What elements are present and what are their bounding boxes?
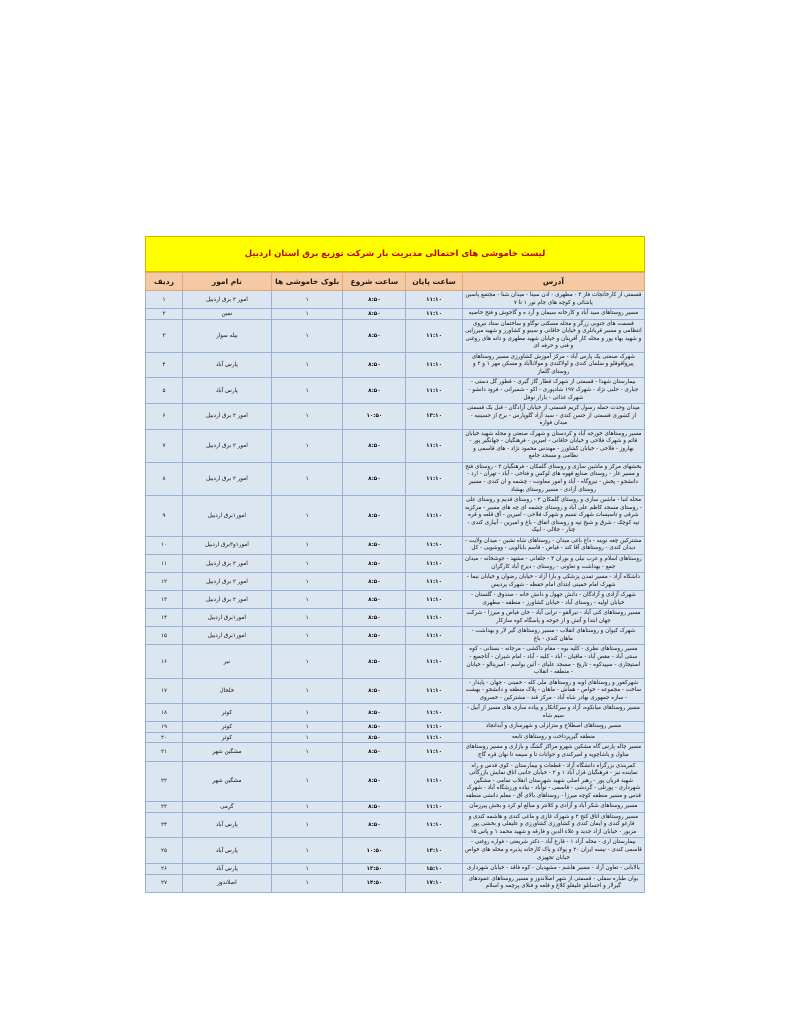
table-row [146, 591, 645, 609]
cell-end-time: ۱۷:۱۰ [406, 874, 462, 892]
cell-index: ۵ [146, 378, 183, 404]
cell-office: نمین [182, 309, 271, 320]
cell-end-time: ۱۱:۱۰ [406, 291, 462, 309]
cell-index: ۲۵ [146, 838, 183, 864]
cell-end-time: ۱۱:۱۰ [406, 609, 462, 627]
cell-block: ۱ [271, 573, 343, 591]
cell-start-time: ۸:۵۰ [343, 496, 406, 537]
cell-index: ۱۷ [146, 678, 183, 704]
cell-address: مسیر روستاهای اتاق کنج ۲ و شهرک غازی و ماغی کندی و هاشمه کندی و قارغو کندی و ایمان کندی و کشاورزی کشاورزی و علیقلی و بخشی پور مزبور - خیابان ازاد جدید و علاء الدین و فارقه و شهید محمد ۱ و پاس ۱۵ [462, 812, 644, 838]
cell-start-time: ۸:۵۰ [343, 319, 406, 352]
cell-block: ۱ [271, 722, 343, 733]
cell-block: ۱ [271, 429, 343, 462]
cell-end-time: ۱۱:۱۰ [406, 627, 462, 645]
cell-block: ۱ [271, 609, 343, 627]
table-row [146, 812, 645, 838]
cell-block: ۱ [271, 291, 343, 309]
cell-end-time: ۱۱:۱۰ [406, 309, 462, 320]
table-row [146, 838, 645, 864]
cell-office: نیر [182, 645, 271, 678]
cell-end-time: ۱۱:۱۰ [406, 591, 462, 609]
cell-office: کوثر [182, 722, 271, 733]
cell-address: بوان طباره سفلی - قسمتی از شهر اصلاندوز و مسیر روستاهای عمودهای گیرلار و احسانلو علیقلو کلاغ و قلعه و فنلای پرچمه و اسلام [462, 874, 644, 892]
cell-index: ۲۲ [146, 761, 183, 802]
cell-end-time: ۱۱:۱۰ [406, 678, 462, 704]
table-row [146, 761, 645, 802]
cell-address: محله لنبا - ماشین سازی و روستای گلمکان ۲ - روستای قدیم و روستای علی - روستای مسجد کاظم علی آباد و روستای چشمه ای چه های مسیر - مرکزیه شرقی و تاسیسات شهرک نسیم و شهرک فلاحی - امیرین - آق قلعه و قره تپه کوچک - شرق و شیخ تپه و روستای اتفاق - باغ و امیرین - آبیاری کندی - چنار - جلالی - ابیک [462, 496, 644, 537]
table-row [146, 743, 645, 761]
cell-block: ۱ [271, 761, 343, 802]
cell-start-time: ۸:۵۰ [343, 573, 406, 591]
cell-office: امور۱برق اردبیل [182, 627, 271, 645]
table-row [146, 802, 645, 813]
cell-index: ۱۴ [146, 609, 183, 627]
cell-address: منطقه گیرپرداخت و روستاهای تابعه [462, 732, 644, 743]
column-header-start-time: ساعت شروع [343, 273, 406, 291]
table-row [146, 536, 645, 554]
column-header-address: آدرس [462, 273, 644, 291]
cell-block: ۱ [271, 864, 343, 875]
cell-office: امور۱و۳برق اردبیل [182, 536, 271, 554]
cell-block: ۱ [271, 704, 343, 722]
cell-address: بیمارستان اری - محله آزاد ۱ - قارغ آباد - دکتر شریعتی - فواره روغنی - قاسمی کندی - نیسه ایران ۲۰ و پولاد و پاک کارخانه پذیره و محله های خواص خیابان تجهیزی [462, 838, 644, 864]
cell-start-time: ۸:۵۰ [343, 378, 406, 404]
cell-address: روستاهای اسلام و عرب نیلی و بوران ۴ - جلقانی - مشهد - جوشخانه - میدان جمع - بهداشت و تعاونی - روستای - دیزج آباد کارگران [462, 554, 644, 572]
cell-start-time: ۸:۵۰ [343, 627, 406, 645]
cell-index: ۱۰ [146, 536, 183, 554]
cell-start-time: ۸:۵۰ [343, 645, 406, 678]
cell-end-time: ۱۱:۱۰ [406, 554, 462, 572]
cell-end-time: ۱۱:۱۰ [406, 704, 462, 722]
cell-address: شهرک صنعتی یک پارس آباد - مرکز آموزش کشاورزی مسیر روستاهای پیرواقوقلو و سلمان کندی و اولاکندی و مولاناآباد و مسکن مهر ۱ و ۲ و روستای گلماز [462, 352, 644, 378]
table-row [146, 378, 645, 404]
column-header-index: ردیف [146, 273, 183, 291]
cell-index: ۲۴ [146, 812, 183, 838]
cell-block: ۱ [271, 536, 343, 554]
cell-end-time: ۱۱:۱۰ [406, 812, 462, 838]
cell-index: ۲۱ [146, 743, 183, 761]
cell-address: مسیر روستاهای خورجه آباد و کردستان و شهرک صنعتی و محله شهید خیابان قائم و شهرک فلاحی و خیابان خاقانی - امیرین - فرهنگیان - جهانگیر پور - بهاروز - فلاحی - خیابان کشاورز - مهندس محمود نژاد - های قاسمی و نظامی و مسجد جامع [462, 429, 644, 462]
cell-address: قسمت های جنوبی زرگر و محله مسکنی نوگاو و ساختمان ستاد نیروی انتظامی و مسیر قربانلری و خیابان خاقانی و سینو و کشاورز و شهید میرزایی و شهید بهاء پور و محله کار آفرینان و خیابان شهید مطهری و دانه های روغنی و فنی و حرفه ای [462, 319, 644, 352]
table-row [146, 627, 645, 645]
cell-start-time: ۸:۵۰ [343, 291, 406, 309]
cell-start-time: ۸:۵۰ [343, 732, 406, 743]
cell-end-time: ۱۱:۱۰ [406, 536, 462, 554]
cell-block: ۱ [271, 678, 343, 704]
cell-index: ۱۵ [146, 627, 183, 645]
cell-address: مسیر روستاهای نظری - کلیه بوه - مقام داکشی - مرجانه - بستانی - کوه سنتی آباد - مقص آباد - ماقیان - آباد - کلیه - آباد - امام شیران - آتاجمیع - استیجاری - سپیدکوه - تاریخ - مسجد علیای - آئین بواسم - امیرینالو - خیابان - منطقه - انقلاب [462, 645, 644, 678]
cell-block: ۱ [271, 838, 343, 864]
cell-block: ۱ [271, 319, 343, 352]
cell-block: ۱ [271, 627, 343, 645]
cell-end-time: ۱۱:۱۰ [406, 573, 462, 591]
table-row [146, 404, 645, 430]
cell-office: کوثر [182, 704, 271, 722]
cell-office: امور ۲ برق اردبیل [182, 554, 271, 572]
table-row [146, 554, 645, 572]
cell-office: امور ۲ برق اردبیل [182, 291, 271, 309]
cell-address: مسیر روستاهای سید آباد و کارخانه سیمان و آرد ه و گاجوش و فتح خاصیه [462, 309, 644, 320]
cell-office: امور ۲ برق اردبیل [182, 429, 271, 462]
table-row [146, 678, 645, 704]
cell-address: بخشهای مرکز و ماشین سازی و روستای گلمکان - فرهنگیان ۲ - روستای فتح و مسیر غار - روستای صنایع قهوه های لوکس و فتاحی - آباد - تهران - ارد - دانشجو - پخش - نیروگاه - آباد و امور معاونت - چشمه و ان کندی - مسیر روستای آزادی - مسیر روستای بهشاد [462, 462, 644, 495]
table-row [146, 645, 645, 678]
cell-index: ۷ [146, 429, 183, 462]
cell-end-time: ۱۱:۱۰ [406, 645, 462, 678]
table-row [146, 704, 645, 722]
cell-office: امور ۲ برق اردبیل [182, 573, 271, 591]
cell-office: مشگین شهر [182, 743, 271, 761]
cell-address: کمربندی بزرگراه دانشگاه آزاد - قطعات و بیمارستان - کوی قدس و راه نماینده نیز - فرهنگیان قزل آباد ۱ و ۲ - خیابان جانبی اتاق نمایش بازرگانی شهید قربان پور - رهبر اصلی شهید شهرستان انقلاب تمامی - مشگین شهرداری - پورتلی - گردشی - قاسمی - نوآباد - بیاده ورزشگاه آباد - شهرک قدس و مسیر منطقه کوچه میرزا - روستاهای بالای آق - معلم دانشی منطقه [462, 761, 644, 802]
cell-address: مشترکین چغه نوینه - داغ باغی میدان - روستاهای شاه نشین - میدان ولایت - دیدان کندی - روستاهای آقا کند - فیاض - قاسم بابالویی - ووشویی - کل [462, 536, 644, 554]
cell-block: ۱ [271, 404, 343, 430]
cell-office: گرمی [182, 802, 271, 813]
cell-office: پارس آباد [182, 812, 271, 838]
cell-office: امور ۲ برق اردبیل [182, 404, 271, 430]
cell-address: مسیر روستاهای میانکوه، آزاد و سرکانکار و پیاده سازی های مسیر از آبیل - سیم شاه [462, 704, 644, 722]
cell-end-time: ۱۱:۱۰ [406, 722, 462, 733]
cell-end-time: ۱۱:۱۰ [406, 319, 462, 352]
cell-block: ۱ [271, 496, 343, 537]
cell-start-time: ۸:۵۰ [343, 722, 406, 733]
cell-address: مسیر روستاهای کنی آباد - نیرالقو - ترابی آباد - خان فیاض و میرزا - شرکت جهان ابتدا و آتش و از جوجه و پاسگاه کوه سازکار [462, 609, 644, 627]
cell-end-time: ۱۵:۱۰ [406, 864, 462, 875]
cell-index: ۳ [146, 319, 183, 352]
cell-index: ۱۳ [146, 591, 183, 609]
cell-address: شهرک کیوان و روستاهای انقلاب - مسیر روستاهای گیر لار و بهداشت - ماهان کندی - باغ [462, 627, 644, 645]
cell-index: ۲۷ [146, 874, 183, 892]
cell-end-time: ۱۳:۱۰ [406, 838, 462, 864]
cell-index: ۲ [146, 309, 183, 320]
cell-start-time: ۱۰:۵۰ [343, 838, 406, 864]
cell-index: ۲۰ [146, 732, 183, 743]
cell-index: ۶ [146, 404, 183, 430]
cell-start-time: ۱۴:۵۰ [343, 874, 406, 892]
cell-address: میدان وحدت حمله رسول کریم قسمتی از خیابان آزادگان - قبل یک قسمتی از کشوری قسمتی از حسن کندی - سید آزاد گلوپارس - برخ از حسینیه - میدان فواره [462, 404, 644, 430]
cell-office: اصلاندوز [182, 874, 271, 892]
cell-start-time: ۸:۵۰ [343, 554, 406, 572]
cell-start-time: ۸:۵۰ [343, 309, 406, 320]
cell-start-time: ۸:۵۰ [343, 802, 406, 813]
cell-start-time: ۸:۵۰ [343, 812, 406, 838]
cell-index: ۱۸ [146, 704, 183, 722]
cell-end-time: ۱۱:۱۰ [406, 802, 462, 813]
cell-office: پارس آباد [182, 838, 271, 864]
cell-end-time: ۱۱:۱۰ [406, 496, 462, 537]
cell-end-time: ۱۱:۱۰ [406, 462, 462, 495]
cell-end-time: ۱۱:۱۰ [406, 761, 462, 802]
cell-index: ۱۱ [146, 554, 183, 572]
cell-start-time: ۱۲:۵۰ [343, 864, 406, 875]
schedule-title-banner [145, 236, 645, 272]
table-row [146, 722, 645, 733]
cell-start-time: ۸:۵۰ [343, 429, 406, 462]
cell-end-time: ۱۱:۱۰ [406, 352, 462, 378]
table-row [146, 609, 645, 627]
cell-start-time: ۸:۵۰ [343, 704, 406, 722]
cell-index: ۱۶ [146, 645, 183, 678]
table-row [146, 291, 645, 309]
table-row [146, 319, 645, 352]
cell-address: مسیر روستاهای شکر آباد و آزادی و کلانتر و مبالغ لو کرد و بخش پیرزمان [462, 802, 644, 813]
cell-address: داشکاه آزاد - مسیر تمدن پزشکی و بارا آزاد - خیابان رضوان و خیابان نیما - شهرک امام خمینی ابتدای امام حفظه - شهرک پردیس [462, 573, 644, 591]
cell-address: قسمتی از کارخانجات فاز ۳ - مطهری - ادن سینا - میدان شنا - مجتمع پاسین پاشائی و کوچه های جام نور ۱ تا ۷ [462, 291, 644, 309]
cell-block: ۱ [271, 812, 343, 838]
cell-office: پارس آباد [182, 864, 271, 875]
table-row [146, 573, 645, 591]
cell-index: ۱۹ [146, 722, 183, 733]
cell-block: ۱ [271, 802, 343, 813]
cell-office: امور ۲ برق اردبیل [182, 462, 271, 495]
table-row [146, 462, 645, 495]
cell-address: مسیر روستاهای اصطلاح و متزلزلی و شهرسازی و آبدانجاد [462, 722, 644, 733]
cell-start-time: ۸:۵۰ [343, 462, 406, 495]
column-header-end-time: ساعت پایان [406, 273, 462, 291]
column-header-block: بلوک خاموشی ها [271, 273, 343, 291]
table-body [146, 291, 645, 893]
cell-address: شهرک آزادی و آزادگان - دانش جهول و دانش خانه - صندوق - گلستان - خیابان اولیه - روستای آباد - خیابان کشاورز - منطقه - مطهری [462, 591, 644, 609]
cell-index: ۸ [146, 462, 183, 495]
cell-block: ۱ [271, 645, 343, 678]
cell-start-time: ۸:۵۰ [343, 591, 406, 609]
cell-block: ۱ [271, 309, 343, 320]
cell-office: کوثر [182, 732, 271, 743]
cell-block: ۱ [271, 352, 343, 378]
table-row [146, 496, 645, 537]
cell-end-time: ۱۱:۱۰ [406, 732, 462, 743]
cell-address: شهرکفور و روستاهای اوبه و روستاهای ملی کله - خمینی - جهان - پایدار - ساخت - مجموعه - خواص - هماش - ماهان - پلاک منطقه و دانشجو - بهشت - سازه جمهوری بهادر شاه آباد - مرکز قند - مشترکین - خسروی [462, 678, 644, 704]
outage-schedule-table [145, 272, 645, 893]
table-header-row [146, 273, 645, 291]
table-header [146, 273, 645, 291]
table-row [146, 309, 645, 320]
cell-block: ۱ [271, 554, 343, 572]
cell-address: مسیر چاله پارس گاه مشکین شهرو مراکز گشگ و بازاری و مسیر روستاهای مناول و یاشاچویه و امیرکندی و حوانات تا و سیمه تا نهان قره گاج [462, 743, 644, 761]
table-row [146, 864, 645, 875]
page-title: لیست خاموشی های احتمالی مدیریت بار شرکت توزیع برق استان اردبیل [244, 249, 546, 259]
cell-start-time: ۸:۵۰ [343, 761, 406, 802]
cell-office: پارس آباد [182, 352, 271, 378]
cell-index: ۱۲ [146, 573, 183, 591]
cell-block: ۱ [271, 874, 343, 892]
cell-index: ۹ [146, 496, 183, 537]
cell-start-time: ۸:۵۰ [343, 536, 406, 554]
cell-block: ۱ [271, 591, 343, 609]
cell-office: امور۱برق اردبیل [182, 609, 271, 627]
cell-block: ۱ [271, 462, 343, 495]
cell-block: ۱ [271, 378, 343, 404]
cell-office: پارس آباد [182, 378, 271, 404]
table-row [146, 429, 645, 462]
cell-start-time: ۸:۵۰ [343, 352, 406, 378]
cell-block: ۱ [271, 743, 343, 761]
cell-end-time: ۱۱:۱۰ [406, 378, 462, 404]
cell-index: ۲۶ [146, 864, 183, 875]
cell-start-time: ۸:۵۰ [343, 743, 406, 761]
table-row [146, 352, 645, 378]
cell-start-time: ۸:۵۰ [343, 678, 406, 704]
cell-index: ۱ [146, 291, 183, 309]
cell-end-time: ۱۳:۱۰ [406, 404, 462, 430]
cell-office: امور۱برق اردبیل [182, 496, 271, 537]
cell-address: بیمارستان شهدا - قسمتی از شهرک قطار گاز گیری - قطور گل دستی - جباری - حلبی نژاد - شهرک ۱۹۷ شادپوری - اکو - شمیرانی - فرود دانشو - شهرک غذائی - بازار نوفل [462, 378, 644, 404]
cell-index: ۴ [146, 352, 183, 378]
cell-address: بالابانی - تعاون آزاد - مسیر هاشم - مشهدیان - کوه فاقد - خیابان شهرداری [462, 864, 644, 875]
column-header-office: نام امور [182, 273, 271, 291]
table-row [146, 732, 645, 743]
cell-office: امور ۲ برق اردبیل [182, 591, 271, 609]
cell-block: ۱ [271, 732, 343, 743]
table-row [146, 874, 645, 892]
cell-office: مشگین شهر [182, 761, 271, 802]
cell-start-time: ۱۰:۵۰ [343, 404, 406, 430]
outage-schedule-sheet [145, 236, 645, 893]
cell-index: ۲۳ [146, 802, 183, 813]
cell-start-time: ۸:۵۰ [343, 609, 406, 627]
cell-end-time: ۱۱:۱۰ [406, 743, 462, 761]
cell-office: بیله سوار [182, 319, 271, 352]
cell-end-time: ۱۱:۱۰ [406, 429, 462, 462]
cell-office: خلخال [182, 678, 271, 704]
